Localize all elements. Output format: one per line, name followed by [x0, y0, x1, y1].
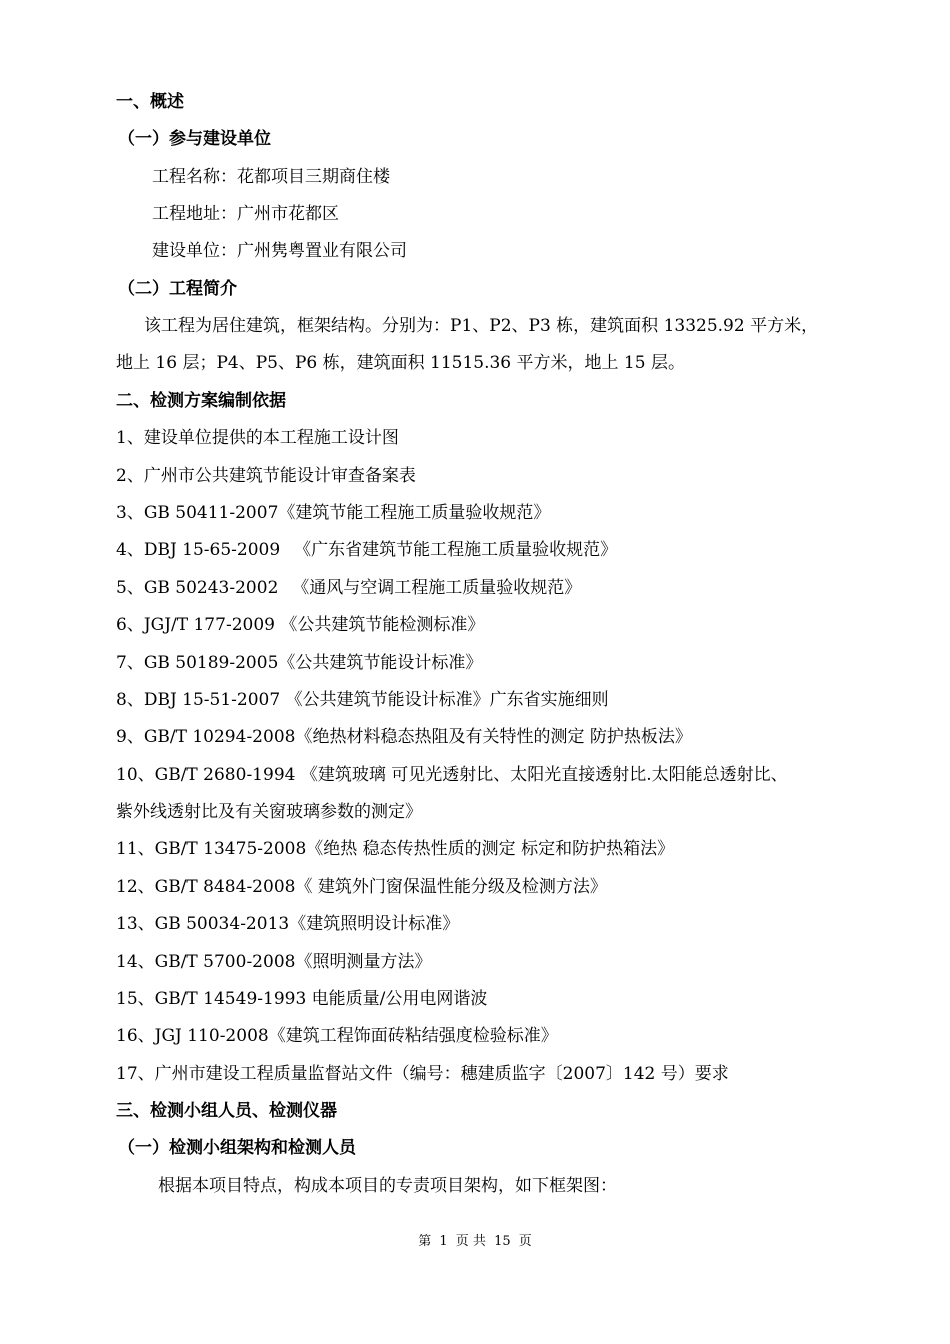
reference-item: 11、GB/T 13475-2008《绝热 稳态传热性质的测定 标定和防护热箱法》 [116, 839, 675, 859]
section-1-2-title: （二）工程简介 [118, 279, 237, 299]
footer-suffix: 页 [518, 1234, 532, 1249]
footer-prefix: 第 [418, 1234, 432, 1249]
reference-item: 7、GB 50189-2005《公共建筑节能设计标准》 [116, 653, 483, 673]
reference-item: 12、GB/T 8484-2008《 建筑外门窗保温性能分级及检测方法》 [116, 877, 607, 897]
intro-line-2: 地上 16 层；P4、P5、P6 栋，建筑面积 11515.36 平方米，地上 15 层。 [116, 353, 685, 373]
reference-item: 6、JGJ/T 177-2009 《公共建筑节能检测标准》 [116, 615, 485, 635]
footer-total-pages: 15 [494, 1234, 511, 1249]
reference-item: 8、DBJ 15-51-2007 《公共建筑节能设计标准》广东省实施细则 [116, 690, 609, 710]
reference-item: 4、DBJ 15-65-2009 《广东省建筑节能工程施工质量验收规范》 [116, 540, 618, 560]
footer-middle: 页 共 [455, 1234, 486, 1249]
section-1-title: 一、概述 [116, 92, 184, 112]
reference-item: 1、建设单位提供的本工程施工设计图 [116, 428, 399, 448]
construction-unit: 建设单位：广州隽粤置业有限公司 [152, 241, 407, 261]
reference-item: 17、广州市建设工程质量监督站文件（编号：穗建质监字〔2007〕142 号）要求 [116, 1064, 729, 1084]
reference-item: 10、GB/T 2680-1994 《建筑玻璃 可见光透射比、太阳光直接透射比.太阳能总透射比、 [116, 765, 788, 785]
reference-item: 15、GB/T 14549-1993 电能质量/公用电网谐波 [116, 989, 488, 1009]
reference-item: 3、GB 50411-2007《建筑节能工程施工质量验收规范》 [116, 503, 551, 523]
intro-line-1: 该工程为居住建筑，框架结构。分别为：P1、P2、P3 栋，建筑面积 13325.92 平方米， [144, 316, 819, 336]
footer-current-page: 1 [439, 1234, 448, 1249]
reference-item: 2、广州市公共建筑节能设计审查备案表 [116, 466, 416, 486]
section-2-title: 二、检测方案编制依据 [116, 391, 286, 411]
section-3-title: 三、检测小组人员、检测仪器 [116, 1101, 337, 1121]
project-name: 工程名称：花都项目三期商住楼 [152, 167, 390, 187]
reference-item: 16、JGJ 110-2008《建筑工程饰面砖粘结强度检验标准》 [116, 1026, 558, 1046]
section-3-1-title: （一）检测小组架构和检测人员 [118, 1138, 356, 1158]
page-footer [0, 1234, 950, 1250]
reference-item-continuation: 紫外线透射比及有关窗玻璃参数的测定》 [116, 802, 422, 822]
reference-item: 5、GB 50243-2002 《通风与空调工程施工质量验收规范》 [116, 578, 582, 598]
reference-item: 9、GB/T 10294-2008《绝热材料稳态热阻及有关特性的测定 防护热板法》 [116, 727, 692, 747]
reference-item: 14、GB/T 5700-2008《照明测量方法》 [116, 952, 432, 972]
section-1-1-title: （一）参与建设单位 [118, 129, 271, 149]
project-address: 工程地址：广州市花都区 [152, 204, 339, 224]
section-3-1-text: 根据本项目特点，构成本项目的专责项目架构，如下框架图： [158, 1176, 617, 1196]
reference-item: 13、GB 50034-2013《建筑照明设计标准》 [116, 914, 460, 934]
